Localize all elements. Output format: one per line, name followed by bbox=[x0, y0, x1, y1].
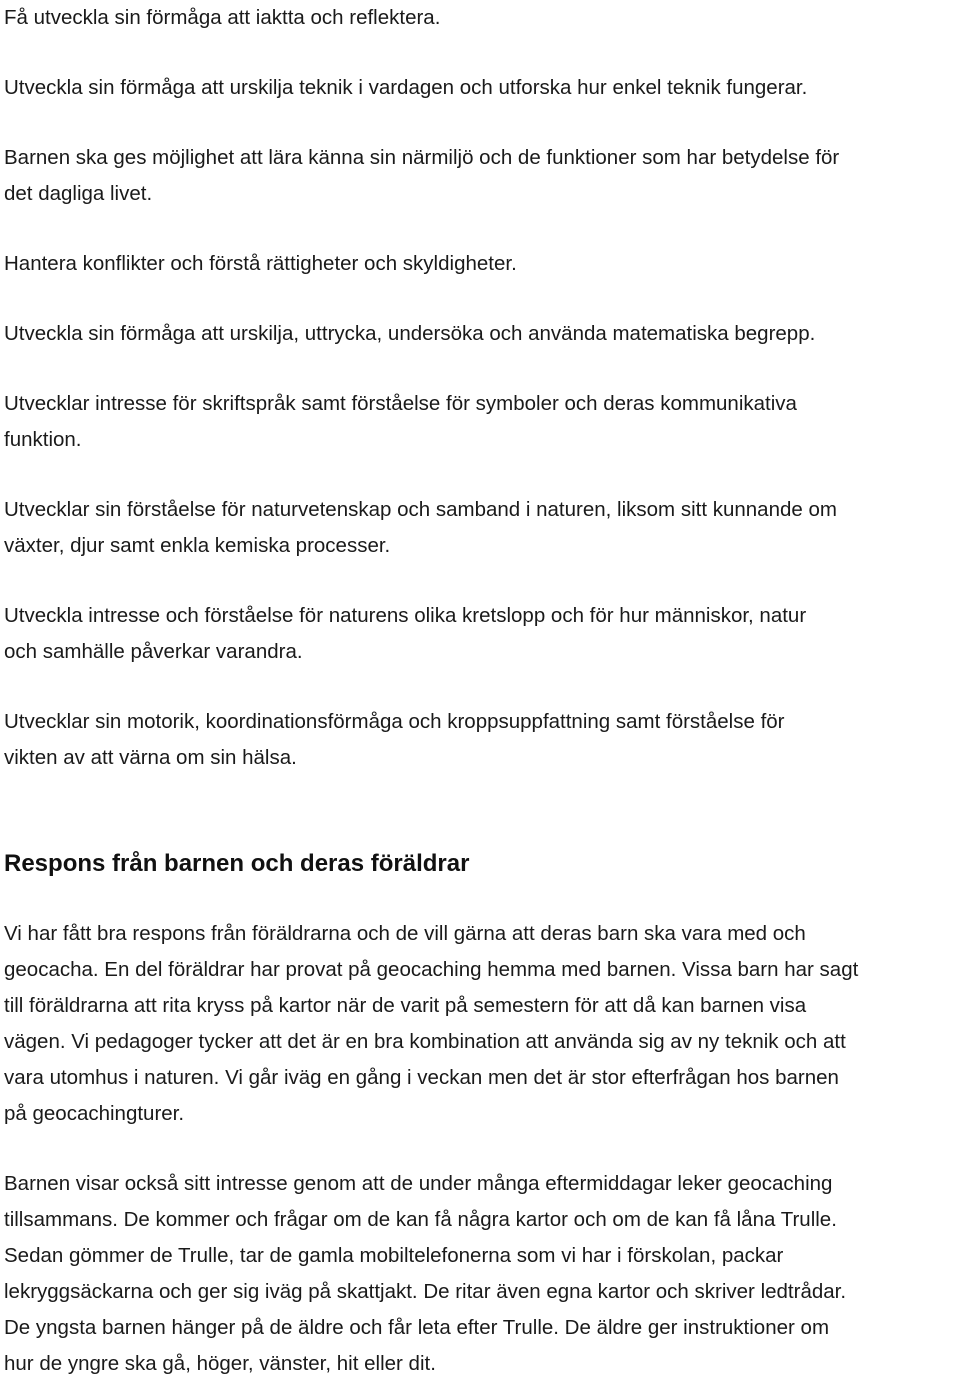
text-line: vikten av att värna om sin hälsa. bbox=[4, 746, 297, 769]
text-line: funktion. bbox=[4, 428, 82, 451]
goal-paragraph bbox=[4, 0, 958, 36]
text-line: och samhälle påverkar varandra. bbox=[4, 640, 303, 663]
goal-paragraph bbox=[4, 246, 958, 282]
goal-paragraph bbox=[4, 140, 958, 212]
text-line: Utveckla sin förmåga att urskilja teknik i vardagen och utforska hur enkel teknik fungerar. bbox=[4, 76, 808, 99]
text-line: geocacha. En del föräldrar har provat på geocaching hemma med barnen. Vissa barn har sagt bbox=[4, 958, 859, 981]
text-line: Utvecklar sin motorik, koordinationsförmåga och kroppsuppfattning samt förståelse för bbox=[4, 710, 785, 733]
text-line: Utvecklar intresse för skriftspråk samt förståelse för symboler och deras kommunikativa bbox=[4, 392, 797, 415]
text-line: Barnen visar också sitt intresse genom att de under många eftermiddagar leker geocaching bbox=[4, 1172, 833, 1195]
text-line: Utvecklar sin förståelse för naturvetenskap och samband i naturen, liksom sitt kunnande om bbox=[4, 498, 837, 521]
text-line: Få utveckla sin förmåga att iaktta och reflektera. bbox=[4, 6, 441, 29]
goal-paragraph bbox=[4, 316, 958, 352]
text-line: Vi har fått bra respons från föräldrarna och de vill gärna att deras barn ska vara med och bbox=[4, 922, 806, 945]
text-line: det dagliga livet. bbox=[4, 182, 153, 205]
document-page bbox=[4, 0, 958, 1382]
text-line: tillsammans. De kommer och frågar om de kan få några kartor och om de kan få låna Trulle. bbox=[4, 1208, 837, 1231]
text-line: De yngsta barnen hänger på de äldre och får leta efter Trulle. De äldre ger instruktioner om bbox=[4, 1316, 830, 1339]
text-line: växter, djur samt enkla kemiska processer. bbox=[4, 534, 391, 557]
text-line: Sedan gömmer de Trulle, tar de gamla mobiltelefonerna som vi har i förskolan, packar bbox=[4, 1244, 784, 1267]
text-line: vägen. Vi pedagoger tycker att det är en bra kombination att använda sig av ny teknik och att bbox=[4, 1030, 846, 1053]
goal-paragraph bbox=[4, 386, 958, 458]
text-line: Hantera konflikter och förstå rättigheter och skyldigheter. bbox=[4, 252, 517, 275]
text-line: lekryggsäckarna och ger sig iväg på skattjakt. De ritar även egna kartor och skriver ledtrådar. bbox=[4, 1280, 847, 1303]
goal-paragraph bbox=[4, 492, 958, 564]
goal-paragraph bbox=[4, 704, 958, 776]
goal-paragraph bbox=[4, 70, 958, 106]
text-line: vara utomhus i naturen. Vi går iväg en gång i veckan men det är stor efterfrågan hos barnen bbox=[4, 1066, 839, 1089]
text-line: Barnen ska ges möjlighet att lära känna sin närmiljö och de funktioner som har betydelse för bbox=[4, 146, 840, 169]
response-paragraph bbox=[4, 916, 958, 1132]
response-paragraph bbox=[4, 1166, 958, 1382]
goal-paragraph bbox=[4, 598, 958, 670]
text-line: på geocachingturer. bbox=[4, 1102, 185, 1125]
text-line: till föräldrarna att rita kryss på kartor när de varit på semestern för att då kan barnen visa bbox=[4, 994, 807, 1017]
text-line: hur de yngre ska gå, höger, vänster, hit eller dit. bbox=[4, 1352, 436, 1375]
section-heading: Respons från barnen och deras föräldrar bbox=[4, 850, 470, 877]
text-line: Utveckla intresse och förståelse för naturens olika kretslopp och för hur människor, natur bbox=[4, 604, 807, 627]
text-line: Utveckla sin förmåga att urskilja, uttrycka, undersöka och använda matematiska begrepp. bbox=[4, 322, 816, 345]
